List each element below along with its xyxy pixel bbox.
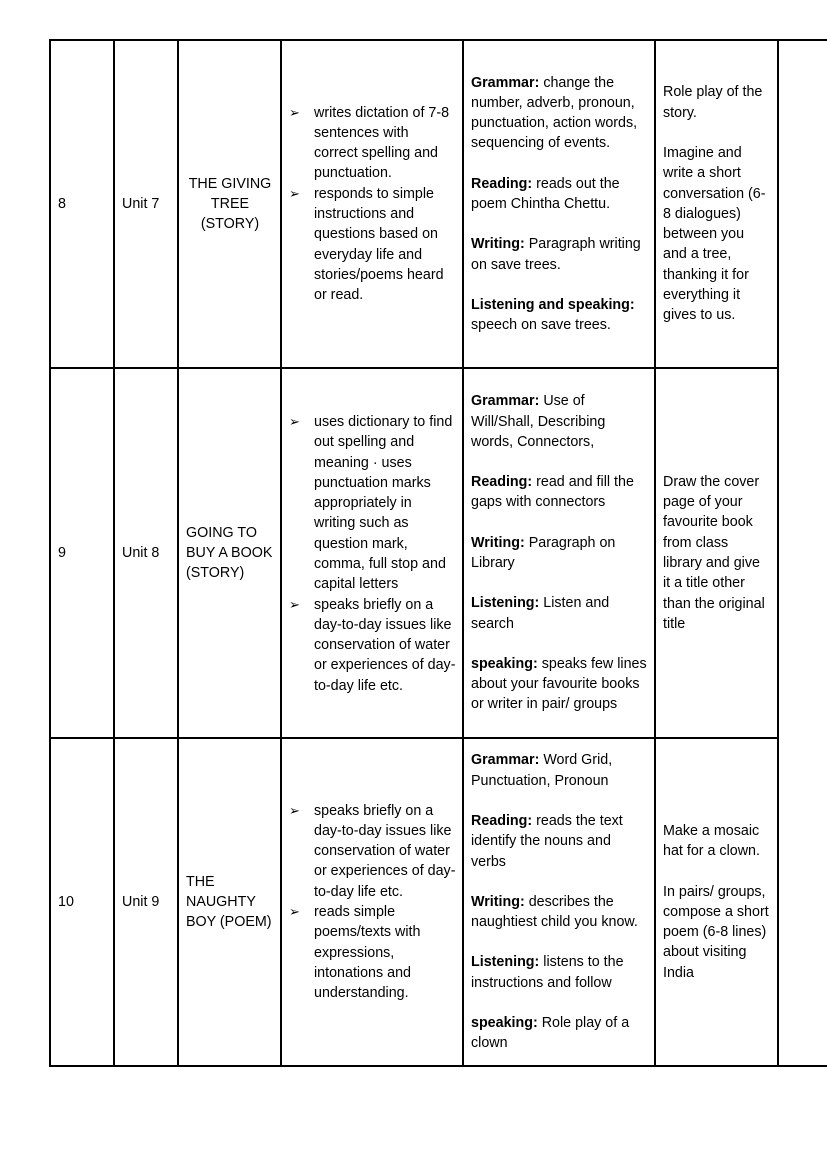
activity-item: Reading: read and fill the gaps with connectors: [471, 474, 634, 511]
lesson-title: THE NAUGHTY BOY (POEM): [178, 738, 281, 1066]
activity-item: Listening: listens to the instructions and follow: [471, 954, 624, 991]
activity-item: Grammar: change the number, adverb, pronoun, punctuation, action words, sequencing of events.: [471, 74, 638, 152]
activity-item: speaking: speaks few lines about your favourite books or writer in pair/ groups: [471, 655, 647, 713]
project-work: [655, 738, 778, 1066]
arrow-bullet-icon: ➢: [289, 104, 300, 120]
activity-item: Grammar: Word Grid, Punctuation, Pronoun: [471, 752, 613, 789]
activity-item: Reading: reads the text identify the nouns and verbs: [471, 812, 623, 870]
learning-outcomes: [281, 738, 463, 1066]
arrow-bullet-icon: ➢: [289, 413, 300, 429]
activity-item: Listening and speaking: speech on save trees.: [471, 296, 635, 334]
project-item: Draw the cover page of your favourite book from class library and give it a title other than the original title: [663, 473, 765, 632]
activity-item: Listening: Listen and search: [471, 595, 610, 632]
row-number: 8: [50, 40, 114, 368]
project-item: Make a mosaic hat for a clown.: [663, 822, 760, 860]
outcome-item: ➢ uses dictionary to find out spelling and meaning · uses punctuation marks appropriately in writing such as question mark, comma, full stop and capital letters: [289, 413, 453, 593]
arrow-bullet-icon: ➢: [289, 185, 300, 201]
arrow-bullet-icon: ➢: [289, 904, 300, 919]
unit-label: Unit 9: [114, 738, 178, 1066]
row-number: 10: [50, 738, 114, 1066]
activity-item: Writing: Paragraph writing on save trees.: [471, 236, 641, 273]
blank-column: [778, 40, 827, 1066]
activity-item: speaking: Role play of a clown: [471, 1015, 630, 1052]
arrow-bullet-icon: ➢: [289, 802, 300, 818]
activity-item: Reading: reads out the poem Chintha Chettu.: [471, 175, 620, 212]
outcome-item: ➢ speaks briefly on a day-to-day issues like conservation of water or experiences of day-to-day life etc.: [289, 802, 456, 900]
table-row: [50, 368, 827, 738]
table-row: [50, 40, 827, 368]
table-row: [50, 738, 827, 1066]
activities: [463, 738, 655, 1066]
outcome-item: ➢ reads simple poems/texts with expressions, intonations and understanding.: [289, 904, 421, 1002]
lesson-title: GOING TO BUY A BOOK (STORY): [178, 368, 281, 738]
activity-item: Writing: Paragraph on Library: [471, 534, 616, 571]
unit-label: Unit 8: [114, 368, 178, 738]
project-item: Imagine and write a short conversation (6-8 dialogues) between you and a tree, thanking it for everything it gives to us.: [663, 144, 766, 324]
learning-outcomes: [281, 40, 463, 368]
lesson-title: THE GIVING TREE (STORY): [178, 40, 281, 368]
activities: [463, 40, 655, 368]
unit-label: Unit 7: [114, 40, 178, 368]
arrow-bullet-icon: ➢: [289, 596, 300, 612]
project-item: Role play of the story.: [663, 84, 763, 121]
lesson-plan-table: [49, 39, 827, 1067]
project-item: In pairs/ groups, compose a short poem (6-8 lines) about visiting India: [663, 883, 769, 981]
learning-outcomes: [281, 368, 463, 738]
outcome-item: ➢ responds to simple instructions and questions based on everyday life and stories/poems heard or read.: [289, 185, 444, 304]
project-work: [655, 40, 778, 368]
outcome-item: ➢ writes dictation of 7-8 sentences with correct spelling and punctuation.: [289, 104, 450, 182]
outcome-item: ➢ speaks briefly on a day-to-day issues like conservation of water or experiences of day-to-day life etc.: [289, 596, 456, 694]
activity-item: Writing: describes the naughtiest child you know.: [471, 893, 638, 931]
row-number: 9: [50, 368, 114, 738]
project-work: [655, 368, 778, 738]
activity-item: Grammar: Use of Will/Shall, Describing words, Connectors,: [471, 393, 606, 450]
activities: [463, 368, 655, 738]
